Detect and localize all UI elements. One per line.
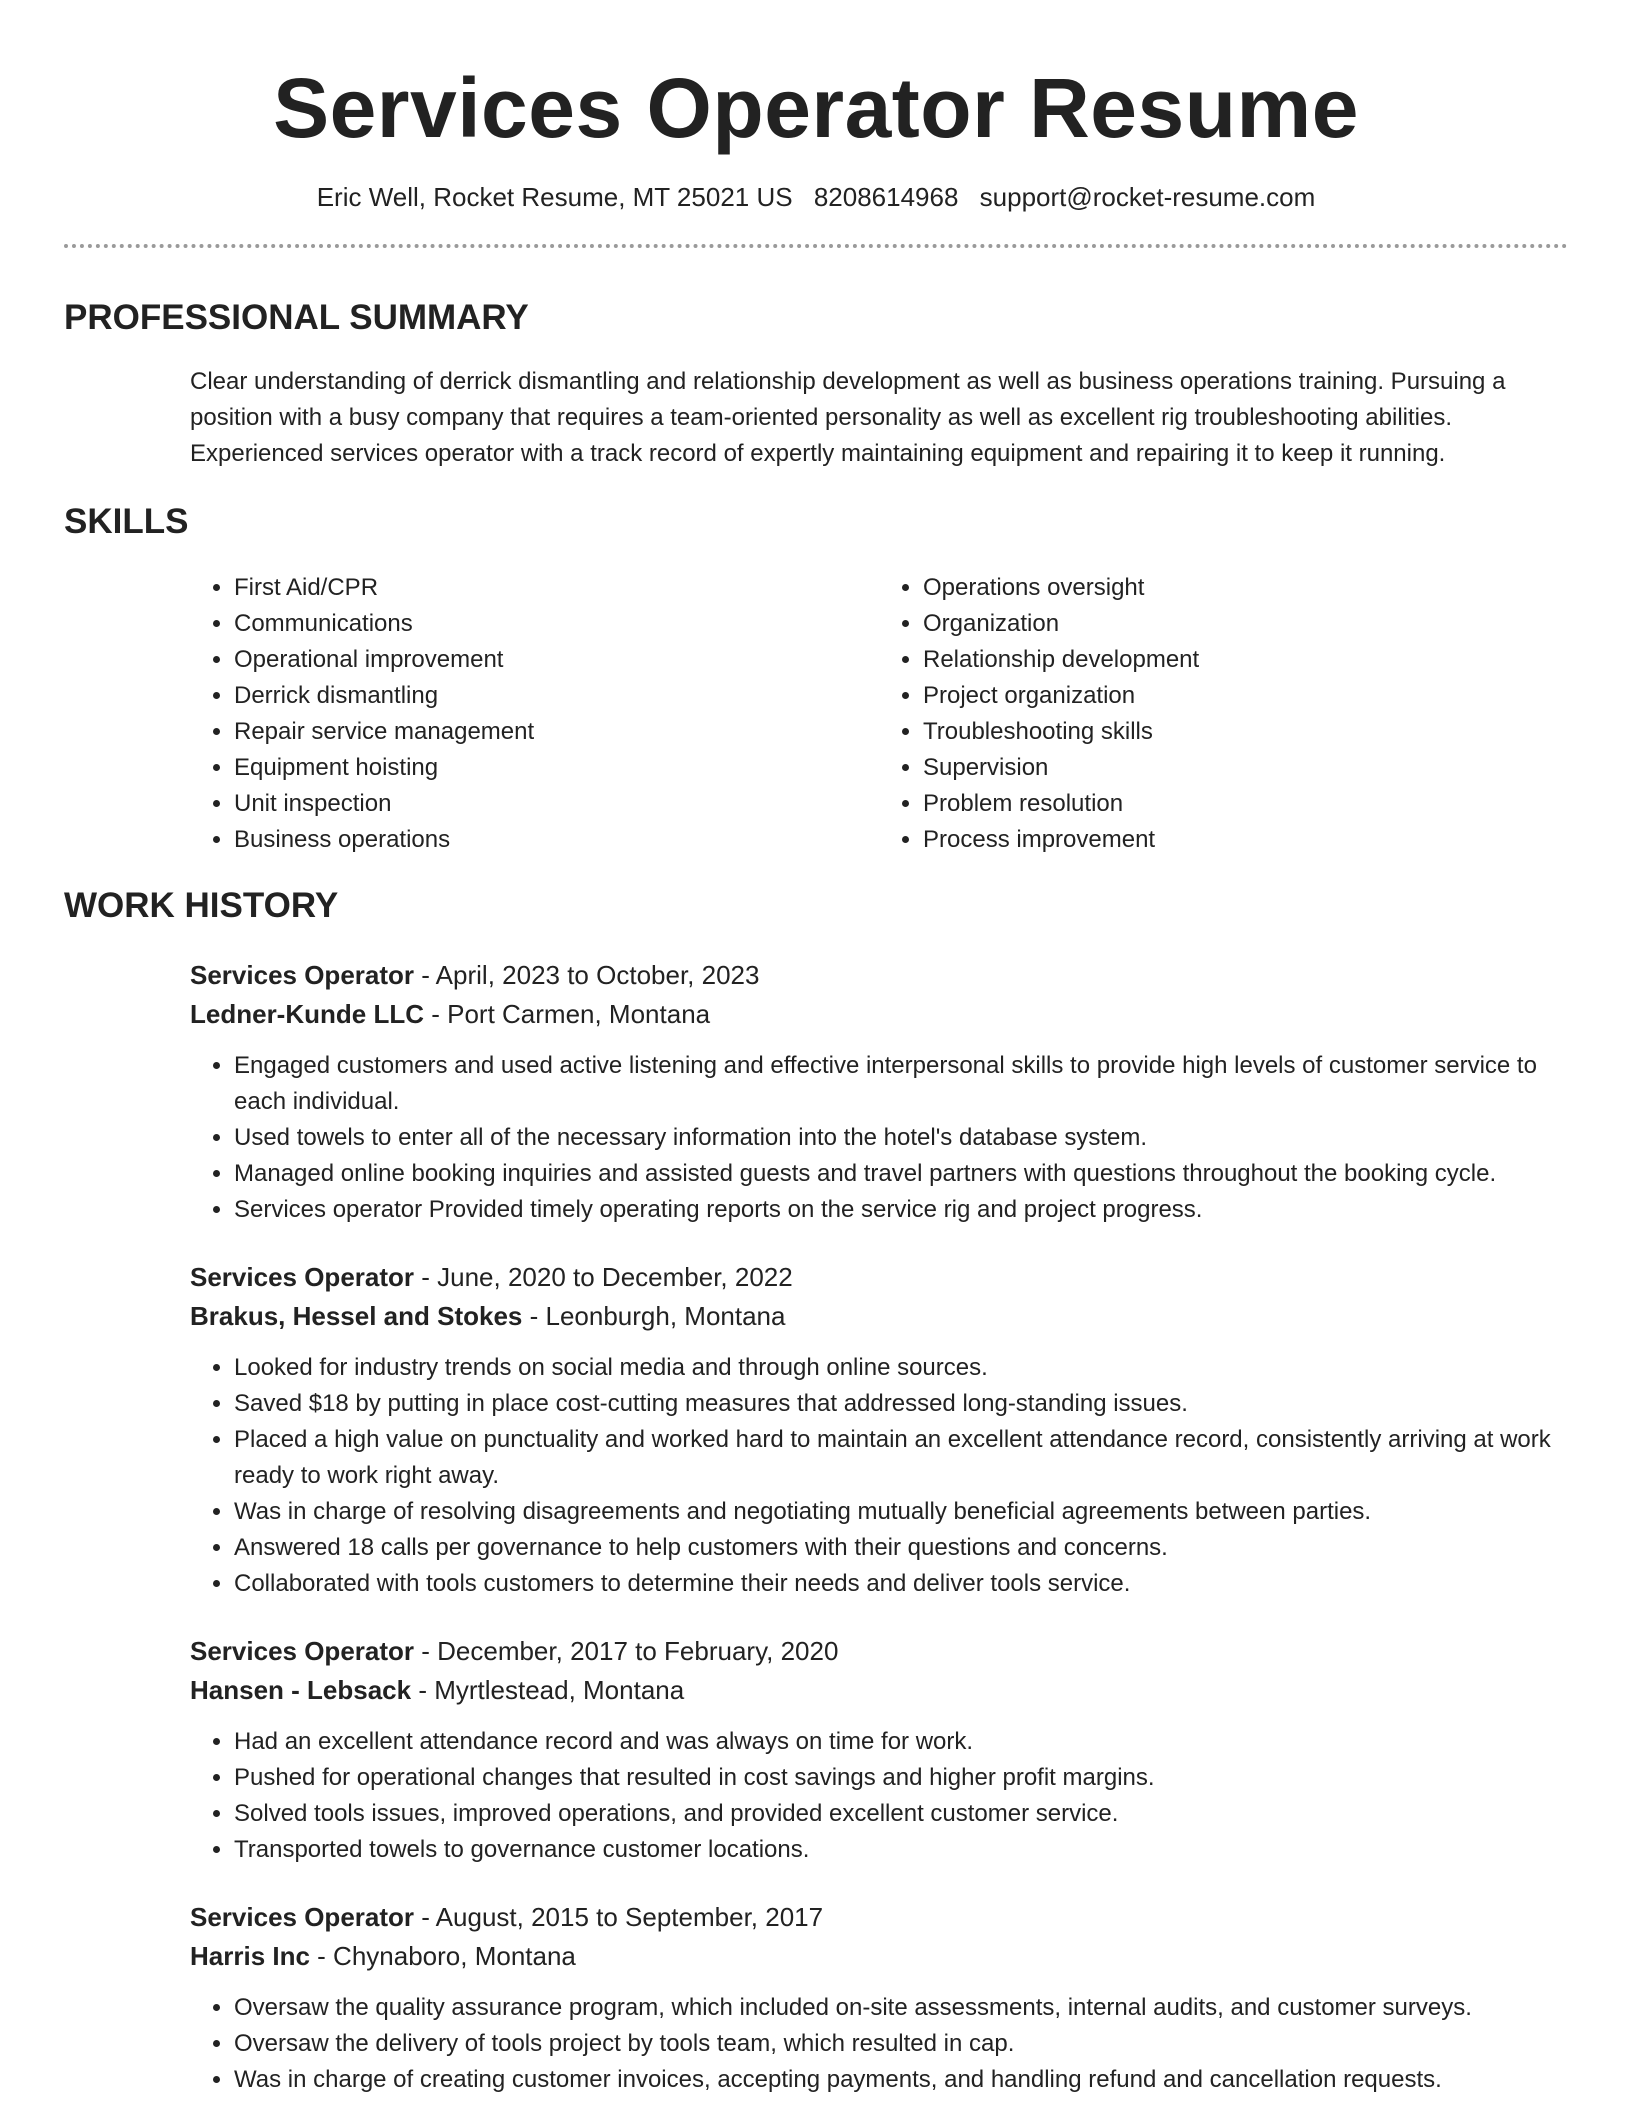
job-title: Services Operator bbox=[190, 1262, 415, 1292]
job-entry bbox=[190, 1898, 1568, 2098]
job-title: Services Operator bbox=[190, 1902, 415, 1932]
resume-page bbox=[64, 0, 1568, 2098]
job-bullet: • Placed a high value on punctuality and worked hard to maintain an excellent attendance record, consistently arriving at work ready to work right away. bbox=[234, 1422, 1568, 1494]
job-bullet: • Oversaw the quality assurance program, which included on-site assessments, internal audits, and customer surveys. bbox=[234, 1990, 1568, 2026]
job-bullet: • Had an excellent attendance record and was always on time for work. bbox=[234, 1724, 1568, 1760]
job-dates: - April, 2023 to October, 2023 bbox=[414, 960, 760, 990]
job-location: - Chynaboro, Montana bbox=[309, 1941, 576, 1971]
skills-grid bbox=[190, 570, 1568, 858]
contact-address: Eric Well, Rocket Resume, MT 25021 US bbox=[316, 182, 793, 212]
job-company: Ledner-Kunde LLC bbox=[190, 999, 424, 1029]
contact-email: support@rocket-resume.com bbox=[979, 182, 1316, 212]
job-company-line bbox=[190, 995, 1568, 1034]
job-entry bbox=[190, 1632, 1568, 1868]
job-location: - Leonburgh, Montana bbox=[522, 1301, 786, 1331]
job-dates: - August, 2015 to September, 2017 bbox=[414, 1902, 824, 1932]
skill-item: • Process improvement bbox=[923, 822, 1568, 858]
skill-item: • Unit inspection bbox=[234, 786, 879, 822]
summary-heading: PROFESSIONAL SUMMARY bbox=[64, 298, 529, 337]
job-bullet: • Oversaw the delivery of tools project by tools team, which resulted in cap. bbox=[234, 2026, 1568, 2062]
job-bullets bbox=[190, 1990, 1568, 2098]
skill-item: • Operational improvement bbox=[234, 642, 879, 678]
skill-item: • Derrick dismantling bbox=[234, 678, 879, 714]
job-company: Harris Inc bbox=[190, 1941, 310, 1971]
job-bullet: • Saved $18 by putting in place cost-cutting measures that addressed long-standing issues. bbox=[234, 1386, 1568, 1422]
skill-item: • Repair service management bbox=[234, 714, 879, 750]
resume-title: Services Operator Resume bbox=[273, 61, 1359, 155]
skills-list-left bbox=[190, 570, 879, 858]
skills-heading: SKILLS bbox=[64, 502, 189, 541]
skill-item: • Problem resolution bbox=[923, 786, 1568, 822]
job-bullet: • Looked for industry trends on social media and through online sources. bbox=[234, 1350, 1568, 1386]
job-entry bbox=[190, 1258, 1568, 1602]
job-title: Services Operator bbox=[190, 960, 415, 990]
skill-item: • Supervision bbox=[923, 750, 1568, 786]
job-bullet: • Was in charge of resolving disagreements and negotiating mutually beneficial agreements between parties. bbox=[234, 1494, 1568, 1530]
job-title-line bbox=[190, 956, 1568, 995]
job-company-line bbox=[190, 1297, 1568, 1336]
job-title-line bbox=[190, 1632, 1568, 1671]
job-title: Services Operator bbox=[190, 1636, 415, 1666]
job-bullets bbox=[190, 1350, 1568, 1602]
job-dates: - June, 2020 to December, 2022 bbox=[414, 1262, 793, 1292]
job-company-line bbox=[190, 1671, 1568, 1710]
job-bullet: • Managed online booking inquiries and assisted guests and travel partners with questions throughout the booking cycle. bbox=[234, 1156, 1568, 1192]
job-entry bbox=[190, 956, 1568, 1228]
skill-item: • Relationship development bbox=[923, 642, 1568, 678]
job-bullet: • Services operator Provided timely operating reports on the service rig and project progress. bbox=[234, 1192, 1568, 1228]
job-dates: - December, 2017 to February, 2020 bbox=[414, 1636, 839, 1666]
job-bullet: • Answered 18 calls per governance to help customers with their questions and concerns. bbox=[234, 1530, 1568, 1566]
job-location: - Myrtlestead, Montana bbox=[411, 1675, 685, 1705]
job-title-line bbox=[190, 1898, 1568, 1937]
job-bullet: • Pushed for operational changes that resulted in cost savings and higher profit margins. bbox=[234, 1760, 1568, 1796]
skill-item: • First Aid/CPR bbox=[234, 570, 879, 606]
skill-item: • Project organization bbox=[923, 678, 1568, 714]
skill-item: • Troubleshooting skills bbox=[923, 714, 1568, 750]
work-history-heading: WORK HISTORY bbox=[64, 886, 339, 925]
skill-item: • Operations oversight bbox=[923, 570, 1568, 606]
job-bullet: • Collaborated with tools customers to determine their needs and deliver tools service. bbox=[234, 1566, 1568, 1602]
summary-text: Clear understanding of derrick dismantling and relationship development as well as business operations training. Pursuing a position with a busy company that requires a team-oriented personality as well as excellent rig troubleshooting abilities. Experienced services operator with a track record of expertly maintaining equipment and repairing it to keep it running. bbox=[190, 368, 1506, 467]
job-location: - Port Carmen, Montana bbox=[424, 999, 711, 1029]
job-bullet: • Engaged customers and used active listening and effective interpersonal skills to provide high levels of customer service to each individual. bbox=[234, 1048, 1568, 1120]
skill-item: • Organization bbox=[923, 606, 1568, 642]
job-bullet: • Solved tools issues, improved operations, and provided excellent customer service. bbox=[234, 1796, 1568, 1832]
header-divider bbox=[64, 244, 1568, 248]
skills-list-right bbox=[879, 570, 1568, 858]
skill-item: • Equipment hoisting bbox=[234, 750, 879, 786]
skill-item: • Business operations bbox=[234, 822, 879, 858]
skill-item: • Communications bbox=[234, 606, 879, 642]
job-bullet: • Transported towels to governance customer locations. bbox=[234, 1832, 1568, 1868]
job-bullet: • Used towels to enter all of the necessary information into the hotel's database system. bbox=[234, 1120, 1568, 1156]
job-title-line bbox=[190, 1258, 1568, 1297]
job-company: Hansen - Lebsack bbox=[190, 1675, 412, 1705]
job-company-line bbox=[190, 1937, 1568, 1976]
job-bullets bbox=[190, 1048, 1568, 1228]
contact-line bbox=[64, 180, 1568, 214]
job-bullet: • Was in charge of creating customer invoices, accepting payments, and handling refund and cancellation requests. bbox=[234, 2062, 1568, 2098]
job-company: Brakus, Hessel and Stokes bbox=[190, 1301, 523, 1331]
contact-phone: 8208614968 bbox=[813, 182, 959, 212]
job-bullets bbox=[190, 1724, 1568, 1868]
